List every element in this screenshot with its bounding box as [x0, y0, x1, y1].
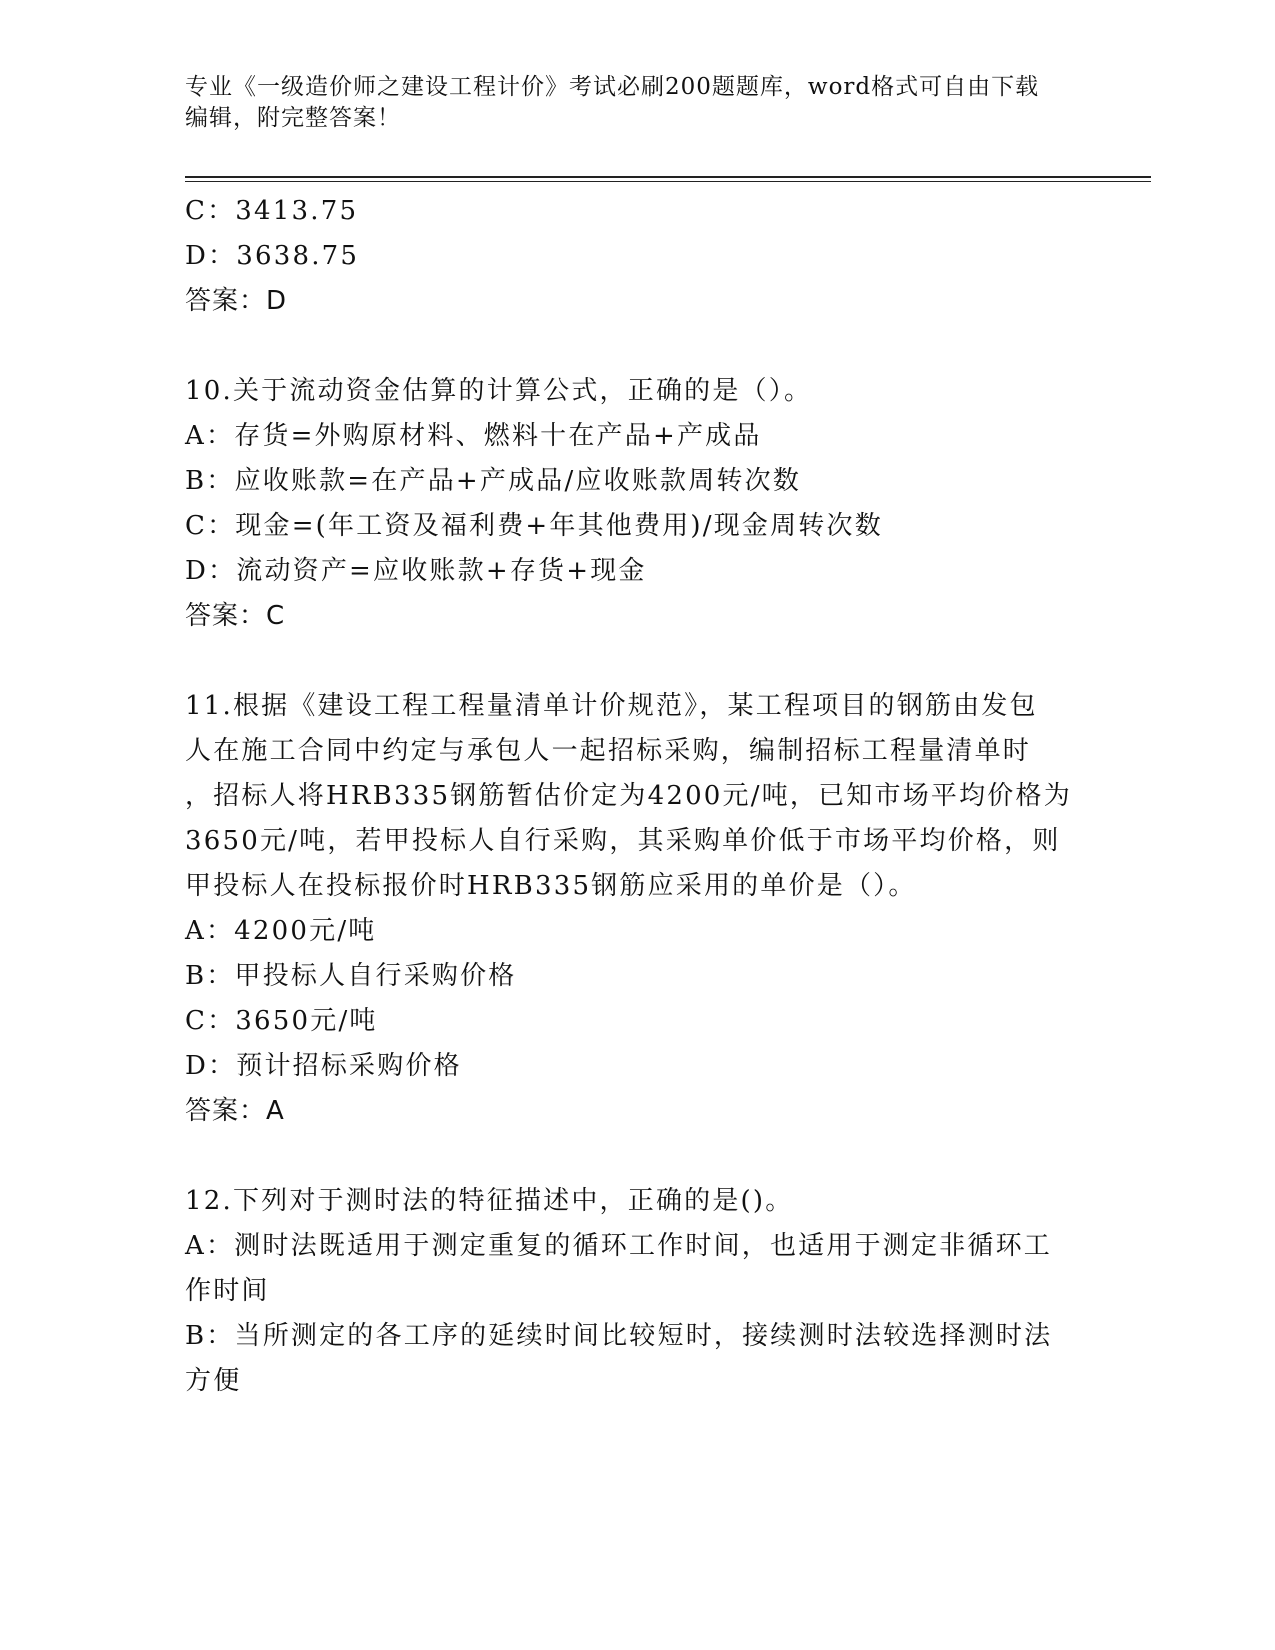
option-d: D：流动资产=应收账款+存货+现金 [185, 556, 647, 586]
spacer [185, 1134, 1085, 1179]
question-stem-line: 人在施工合同中约定与承包人一起招标采购，编制招标工程量清单时 [185, 736, 1032, 766]
question-stem-line: 3650元/吨，若甲投标人自行采购，其采购单价低于市场平均价格，则 [185, 826, 1061, 856]
option-d: D：3638.75 [185, 241, 360, 271]
spacer [185, 324, 1085, 369]
option-b: B：甲投标人自行采购价格 [185, 961, 517, 991]
header-line-1: 专业《一级造价师之建设工程计价》考试必刷200题题库，word格式可自由下载 [185, 74, 1040, 100]
question-stem: 10.关于流动资金估算的计算公式，正确的是（）。 [185, 376, 813, 406]
question-stem-line: ，招标人将HRB335钢筋暂估价定为4200元/吨，已知市场平均价格为 [185, 781, 1072, 811]
question-12 [185, 1179, 1085, 1404]
question-9-tail [185, 189, 1085, 324]
answer: 答案：A [185, 1096, 285, 1126]
option-d: D：预计招标采购价格 [185, 1051, 462, 1081]
question-11 [185, 684, 1085, 1134]
page-header [185, 72, 1065, 134]
option-c: C：3413.75 [185, 196, 359, 226]
option-b-line: 方便 [185, 1366, 242, 1396]
option-c: C：现金=(年工资及福利费+年其他费用)/现金周转次数 [185, 511, 883, 541]
question-stem-line: 甲投标人在投标报价时HRB335钢筋应采用的单价是（）。 [185, 871, 917, 901]
option-b: B：应收账款=在产品+产成品/应收账款周转次数 [185, 466, 802, 496]
question-stem: 12.下列对于测时法的特征描述中，正确的是()。 [185, 1186, 794, 1216]
option-a: A：存货=外购原材料、燃料十在产品+产成品 [185, 421, 762, 451]
header-line-2: 编辑，附完整答案！ [185, 105, 401, 131]
question-stem-line: 11.根据《建设工程工程量清单计价规范》，某工程项目的钢筋由发包 [185, 691, 1038, 721]
header-rule-thin [185, 181, 1151, 182]
option-a-line: A：测时法既适用于测定重复的循环工作时间，也适用于测定非循环工 [185, 1231, 1052, 1261]
option-c: C：3650元/吨 [185, 1006, 378, 1036]
option-b-line: B：当所测定的各工序的延续时间比较短时，接续测时法较选择测时法 [185, 1321, 1053, 1351]
spacer [185, 639, 1085, 684]
option-a-line: 作时间 [185, 1276, 270, 1306]
answer: 答案：D [185, 286, 288, 316]
answer: 答案：C [185, 601, 286, 631]
document-body [185, 189, 1085, 1404]
question-10 [185, 369, 1085, 639]
header-rule-thick [185, 176, 1151, 178]
option-a: A：4200元/吨 [185, 916, 377, 946]
